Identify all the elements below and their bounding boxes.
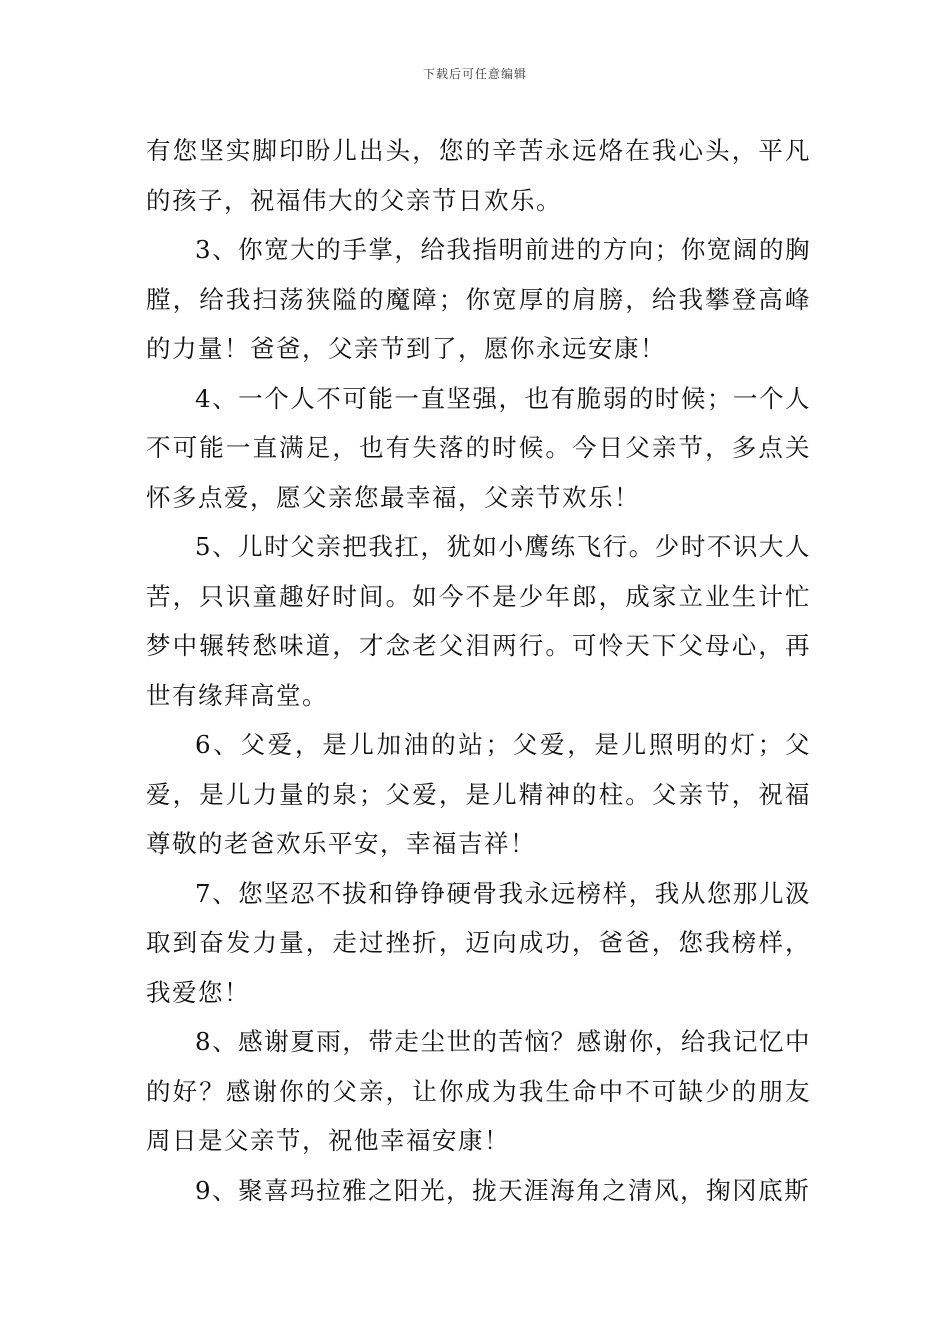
paragraph-continuation: 有您坚实脚印盼儿出头，您的辛苦永远烙在我心头，平凡的孩子，祝福伟大的父亲节日欢乐。 (146, 136, 811, 215)
paragraph-item-8: 8、感谢夏雨，带走尘世的苦恼？感谢你，给我记忆中的好？感谢你的父亲，让你成为我生命中不可缺少的朋友周日是父亲节，祝他幸福安康！ (146, 1027, 811, 1155)
paragraph-item-9: 9、聚喜玛拉雅之阳光，拢天涯海角之清风，掬冈底斯 (195, 1175, 811, 1205)
page-header: 下载后可任意编辑 (422, 67, 527, 81)
paragraph-item-7: 7、您坚忍不拔和铮铮硬骨我永远榜样，我从您那儿汲取到奋发力量，走过挫折，迈向成功，爸爸，您我榜样，我爱您！ (146, 878, 811, 1007)
paragraph-item-3: 3、你宽大的手掌，给我指明前进的方向；你宽阔的胸膛，给我扫荡狭隘的魔障；你宽厚的肩膀，给我攀登高峰的力量！爸爸，父亲节到了，愿你永远安康！ (146, 235, 811, 363)
document-body (146, 126, 811, 1215)
paragraph-item-4: 4、一个人不可能一直坚强，也有脆弱的时候；一个人不可能一直满足，也有失落的时候。今日父亲节，多点关怀多点爱，愿父亲您最幸福，父亲节欢乐！ (146, 383, 811, 512)
paragraph-item-6: 6、父爱，是儿加油的站；父爱，是儿照明的灯；父爱，是儿力量的泉；父爱，是儿精神的柱。父亲节，祝福尊敬的老爸欢乐平安，幸福吉祥！ (146, 730, 811, 858)
paragraph-item-5: 5、儿时父亲把我扛，犹如小鹰练飞行。少时不识大人苦，只识童趣好时间。如今不是少年郎，成家立业生计忙梦中辗转愁味道，才念老父泪两行。可怜天下父母心，再世有缘拜高堂。 (146, 532, 811, 710)
